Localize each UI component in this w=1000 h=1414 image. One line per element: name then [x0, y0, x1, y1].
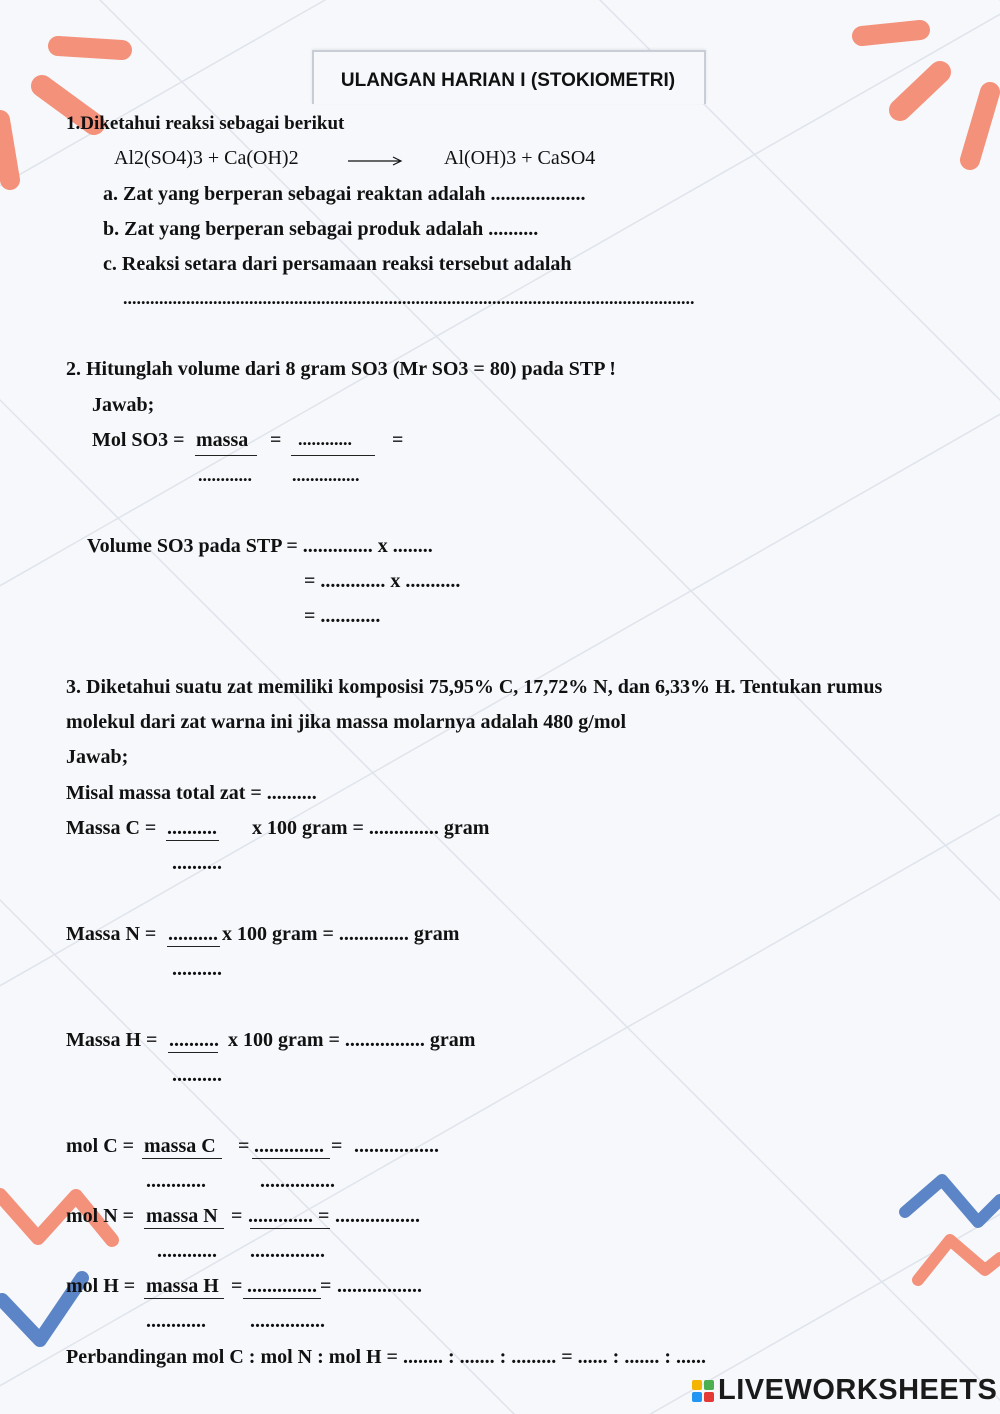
liveworksheets-logo-icon — [692, 1380, 714, 1402]
mol-n-equals-2: = — [318, 1205, 330, 1227]
mol-c-equals-2: = — [331, 1135, 343, 1157]
q2-volume-line-3[interactable]: = ............ — [304, 605, 381, 627]
mol-h-numerator-blank[interactable]: .............. — [247, 1275, 317, 1297]
fraction-line — [252, 1158, 330, 1159]
q3-jawab: Jawab; — [66, 746, 129, 768]
massa-n-label: Massa N = — [66, 923, 157, 945]
mol-h-equals-2: = — [320, 1275, 332, 1297]
massa-c-numerator[interactable]: .......... — [167, 817, 217, 839]
mol-c-result[interactable]: ................. — [354, 1135, 439, 1157]
q2-equals-2: = — [392, 429, 404, 451]
mol-h-denominator-1[interactable]: ............ — [146, 1310, 206, 1332]
massa-h-label: Massa H = — [66, 1029, 158, 1051]
mol-c-denominator-2[interactable]: ............... — [260, 1170, 335, 1192]
q1-item-a: a. Zat yang berperan sebagai reaktan adalah ................... — [103, 183, 586, 205]
q3-misal[interactable]: Misal massa total zat = .......... — [66, 782, 317, 804]
q2-blank-denominator[interactable]: ............ — [198, 465, 252, 485]
q2-mol-numerator: massa — [196, 429, 249, 451]
fraction-line — [291, 455, 375, 456]
fraction-line — [144, 1298, 224, 1299]
fraction-line — [166, 840, 219, 841]
fraction-line — [195, 455, 257, 456]
massa-h-denominator[interactable]: .......... — [172, 1064, 222, 1086]
mol-c-numerator-blank[interactable]: .............. — [254, 1135, 324, 1157]
mol-h-equals: = — [231, 1275, 243, 1297]
fraction-line — [144, 1228, 224, 1229]
page-title: ULANGAN HARIAN I (STOKIOMETRI) — [340, 70, 676, 91]
fraction-line — [142, 1158, 222, 1159]
q1-answer-blank[interactable]: ............................................................................................................................... — [123, 288, 695, 308]
mol-h-label: mol H = — [66, 1275, 136, 1297]
mol-n-numerator: massa N — [146, 1205, 218, 1227]
q2-heading: 2. Hitunglah volume dari 8 gram SO3 (Mr SO3 = 80) pada STP ! — [66, 358, 616, 380]
fraction-line — [168, 1052, 218, 1053]
q2-volume-line-2[interactable]: = ............. x ........... — [304, 570, 461, 592]
liveworksheets-logo — [692, 1374, 997, 1407]
mol-c-equals: = — [238, 1135, 250, 1157]
fraction-line — [250, 1228, 330, 1229]
massa-n-rest[interactable]: x 100 gram = .............. gram — [222, 923, 460, 945]
fraction-line — [167, 946, 220, 947]
q2-equals-1: = — [270, 429, 282, 451]
mol-n-label: mol N = — [66, 1205, 135, 1227]
mol-h-denominator-2[interactable]: ............... — [250, 1310, 325, 1332]
q1-reactants: Al2(SO4)3 + Ca(OH)2 — [114, 147, 299, 169]
massa-c-denominator[interactable]: .......... — [172, 852, 222, 874]
massa-h-rest[interactable]: x 100 gram = ................ gram — [228, 1029, 476, 1051]
q2-blank-numerator[interactable]: ............ — [298, 429, 352, 449]
mol-h-result[interactable]: ................. — [337, 1275, 422, 1297]
q2-blank-denominator[interactable]: ............... — [292, 465, 360, 485]
q1-heading: 1.Diketahui reaksi sebagai berikut — [66, 113, 345, 134]
massa-n-denominator[interactable]: .......... — [172, 958, 222, 980]
q1-products: Al(OH)3 + CaSO4 — [444, 147, 596, 169]
mol-n-denominator-1[interactable]: ............ — [157, 1240, 217, 1262]
liveworksheets-wordmark: LIVEWORKSHEETS — [718, 1374, 998, 1406]
q3-heading-line-1: 3. Diketahui suatu zat memiliki komposisi 75,95% C, 17,72% N, dan 6,33% H. Tentukan rumus — [66, 676, 883, 698]
mol-n-numerator-blank[interactable]: ............. — [248, 1205, 313, 1227]
mol-h-numerator: massa H — [146, 1275, 219, 1297]
q2-mol-label: Mol SO3 = — [92, 429, 185, 451]
q3-heading-line-2: molekul dari zat warna ini jika massa molarnya adalah 480 g/mol — [66, 711, 627, 733]
mol-c-label: mol C = — [66, 1135, 135, 1157]
q2-jawab: Jawab; — [92, 394, 155, 416]
mol-c-numerator: massa C — [144, 1135, 216, 1157]
q2-volume-line-1[interactable]: Volume SO3 pada STP = .............. x ........ — [87, 535, 433, 557]
q1-item-b: b. Zat yang berperan sebagai produk adalah .......... — [103, 218, 539, 240]
massa-h-numerator[interactable]: .......... — [169, 1029, 219, 1051]
reaction-arrow-icon — [348, 154, 404, 168]
mol-n-equals: = — [231, 1205, 243, 1227]
q1-item-c: c. Reaksi setara dari persamaan reaksi tersebut adalah — [103, 253, 572, 275]
mol-n-result[interactable]: ................. — [335, 1205, 420, 1227]
massa-n-numerator[interactable]: .......... — [168, 923, 218, 945]
mol-c-denominator-1[interactable]: ............ — [146, 1170, 206, 1192]
fraction-line — [243, 1298, 321, 1299]
mol-n-denominator-2[interactable]: ............... — [250, 1240, 325, 1262]
mol-ratio-line[interactable]: Perbandingan mol C : mol N : mol H = ........ : ....... : ......... = ...... : ....... : ...... — [66, 1346, 706, 1368]
massa-c-rest[interactable]: x 100 gram = .............. gram — [252, 817, 490, 839]
massa-c-label: Massa C = — [66, 817, 157, 839]
